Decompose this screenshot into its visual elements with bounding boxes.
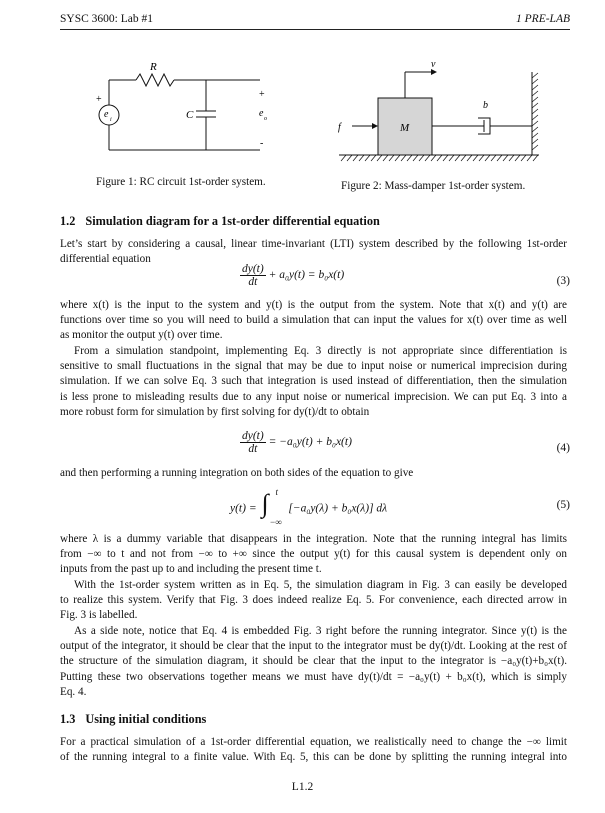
derivative-denominator: dt <box>248 276 258 288</box>
section-number: 1.2 <box>60 214 76 228</box>
paragraph <box>60 624 567 700</box>
text-line: of the running integral to a finite value. With Eq. 5, this can be done by splitting the running integral into <box>60 751 567 764</box>
force-label: f <box>338 122 341 133</box>
ground-hatching <box>341 155 538 161</box>
text-line: Fig. 3 is labelled. <box>60 609 138 622</box>
text-line: For a practical simulation of a 1st-order differential equation, we realistically need to change the −∞ limit <box>60 736 567 748</box>
integral-upper-limit: t <box>275 487 278 497</box>
paragraph <box>60 578 567 624</box>
text-line: Eq. 4. <box>60 685 87 698</box>
text-line: With the 1st-order system written as in Eq. 5, the simulation diagram in Fig. 3 can easily be developed <box>74 579 567 591</box>
damper <box>432 118 532 134</box>
output-plus-sign: + <box>259 89 265 100</box>
text-line: From a simulation standpoint, implementing Eq. 3 directly is not appropriate since differentiation is <box>74 345 567 357</box>
text-line: sensitive to small fluctuations in the signal that may be due to input noise or numerical imprecision during <box>60 360 567 373</box>
equation-4 <box>60 430 570 466</box>
page-number: L1.2 <box>291 781 314 793</box>
equation-5 <box>60 487 570 527</box>
text-line: from −∞ to t and not from −∞ to +∞ since the output y(t) for this causal system is dependent only on <box>60 548 567 561</box>
text-line: functions over time so you will need to build a simulation that can input the values for x(t) over time as well <box>60 314 567 327</box>
input-voltage-label: e <box>104 109 109 120</box>
text-line: Let’s start by considering a causal, linear time-invariant (LTI) system described by the following 1st-order <box>60 238 567 250</box>
equation-3 <box>60 263 570 299</box>
text-line: where x(t) is the input to the system and y(t) is the output from the system. Note that x(t) and y(t) are <box>60 299 567 311</box>
text-line: the structure of the simulation diagram, it should be clear that the input to the integrator is −a₀y(t)+b₀x(t). <box>60 655 567 668</box>
section-heading-1-3 <box>60 712 206 727</box>
page-header <box>60 13 570 30</box>
damper-label: b <box>483 100 488 111</box>
paragraph <box>60 298 567 344</box>
section-number: 1.3 <box>60 712 76 726</box>
figure1-caption: Figure 1: RC circuit 1st-order system. <box>96 176 266 188</box>
output-minus-sign: - <box>260 138 264 149</box>
paragraph <box>60 532 567 578</box>
equation-number: (4) <box>556 442 570 454</box>
input-voltage-subscript: i <box>110 117 112 123</box>
text-line: As a side note, notice that Eq. 4 is embedded Fig. 3 right before the running integrator. Since y(t) is the <box>74 625 567 637</box>
equation-rhs: = −a₀y(t) + b₀x(t) <box>268 436 352 449</box>
figure2-caption: Figure 2: Mass-damper 1st-order system. <box>341 180 526 192</box>
resistor-label: R <box>150 61 157 73</box>
text-line: simulation. If we can solve Eq. 3 such that integration is used instead of differentiation, then the simulation <box>60 375 567 388</box>
section-label: 1 PRE-LAB <box>516 13 570 25</box>
paragraph <box>60 466 567 481</box>
text-line: and then performing a running integration on both sides of the equation to give <box>60 467 414 479</box>
text-line: to realize this system. Verify that Fig. 3 does indeed realize Eq. 5. For convenience, each directed arrow in <box>60 594 567 607</box>
derivative-denominator: dt <box>248 443 258 455</box>
source-plus-sign: + <box>96 94 102 105</box>
integrand: [−a₀y(λ) + b₀x(λ)] dλ <box>288 502 388 515</box>
mass-label: M <box>400 122 410 134</box>
text-line: output of the integrator, it should be clear that the input to the integrator must be dy(t)/dt. Looking at the rest of <box>60 640 567 653</box>
text-line: inputs from the past up to and including the present time t. <box>60 563 322 576</box>
course-title: SYSC 3600: Lab #1 <box>60 13 153 25</box>
section-title: Using initial conditions <box>85 712 207 726</box>
section-title: Simulation diagram for a 1st-order differential equation <box>85 214 380 228</box>
derivative-numerator: dy(t) <box>242 430 264 442</box>
text-line: is less prone to misleading results due to any input noise or numerical imprecision. We can put Eq. 3 into a <box>60 390 567 403</box>
velocity-label: v <box>431 59 436 70</box>
text-line: differential equation <box>60 253 151 266</box>
output-voltage-subscript: o <box>264 116 267 122</box>
paragraph <box>60 735 567 765</box>
paragraph <box>60 344 567 420</box>
text-line: where λ is a dummy variable that disappears in the integration. Note that the running integral has limits <box>60 533 567 545</box>
section-heading-1-2 <box>60 214 380 229</box>
equation-number: (3) <box>556 275 570 287</box>
output-voltage-label: e <box>259 108 264 119</box>
derivative-numerator: dy(t) <box>242 263 264 275</box>
integral-sign: ∫ <box>261 489 269 518</box>
rc-circuit-figure <box>88 58 278 158</box>
text-line: more robust form for simulation by first solving for dy(t)/dt to obtain <box>60 405 370 418</box>
capacitor-label: C <box>186 109 194 121</box>
text-line: Putting these two observations together means we must have dy(t)/dt = −a₀y(t) + b₀x(t), which is simply <box>60 670 567 683</box>
wall-hatching <box>532 73 538 150</box>
equation-number: (5) <box>556 499 570 511</box>
equation-lhs: y(t) = <box>230 502 257 515</box>
mass-damper-figure <box>333 58 548 170</box>
integral-lower-limit: −∞ <box>269 517 282 527</box>
text-line: as monitor the output y(t) over time. <box>60 329 223 342</box>
equation-rhs: + a₀y(t) = b₀x(t) <box>268 269 345 282</box>
